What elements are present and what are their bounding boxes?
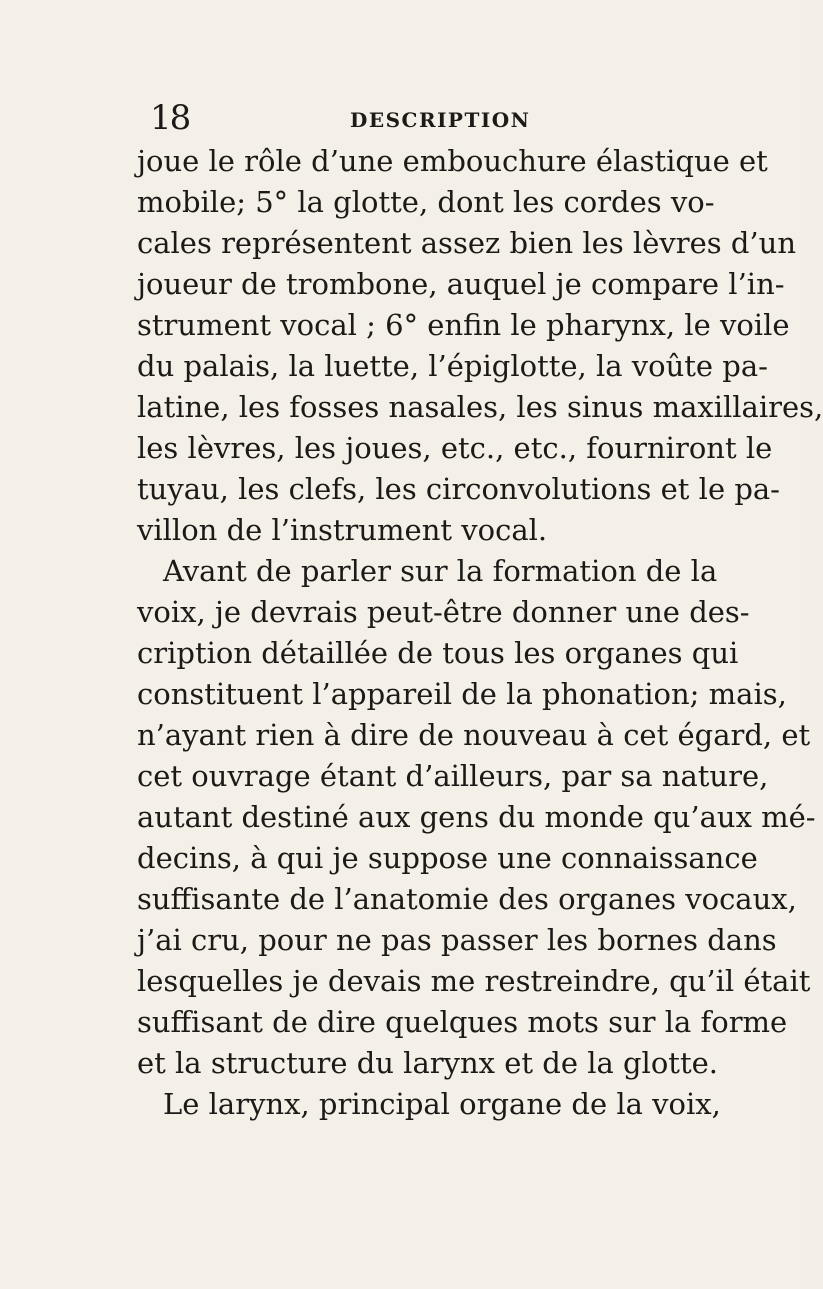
text-line: les lèvres, les joues, etc., etc., fourniront le	[137, 431, 773, 465]
text-line: joue le rôle d’une embouchure élastique et	[137, 144, 768, 178]
text-line: n’ayant rien à dire de nouveau à cet égard, et	[137, 718, 811, 752]
text-line: suffisante de l’anatomie des organes vocaux,	[137, 882, 797, 916]
text-line: Avant de parler sur la formation de la	[163, 554, 718, 588]
text-line: suffisant de dire quelques mots sur la forme	[137, 1005, 788, 1039]
text-line: villon de l’instrument vocal.	[137, 513, 548, 547]
body-text	[137, 141, 823, 1125]
text-line: decins, à qui je suppose une connaissance	[137, 841, 758, 875]
text-line: du palais, la luette, l’épiglotte, la voûte pa-	[137, 349, 768, 383]
text-line: voix, je devrais peut-être donner une des-	[137, 595, 750, 629]
text-line: cales représentent assez bien les lèvres d’un	[137, 226, 796, 260]
text-line: constituent l’appareil de la phonation; mais,	[137, 677, 787, 711]
text-line: latine, les fosses nasales, les sinus maxillaires,	[137, 390, 823, 424]
text-line: cription détaillée de tous les organes qui	[137, 636, 739, 670]
text-line: et la structure du larynx et de la glotte.	[137, 1046, 718, 1080]
text-line: joueur de trombone, auquel je compare l’in-	[137, 267, 785, 301]
text-line: Le larynx, principal organe de la voix,	[163, 1087, 721, 1121]
text-line: tuyau, les clefs, les circonvolutions et le pa-	[137, 472, 780, 506]
text-line: lesquelles je devais me restreindre, qu’il était	[137, 964, 811, 998]
text-line: j’ai cru, pour ne pas passer les bornes dans	[137, 923, 777, 957]
text-line: autant destiné aux gens du monde qu’aux mé-	[137, 800, 816, 834]
text-line: mobile; 5° la glotte, dont les cordes vo-	[137, 185, 715, 219]
text-line: cet ouvrage étant d’ailleurs, par sa nature,	[137, 759, 769, 793]
text-line: strument vocal ; 6° enfin le pharynx, le voile	[137, 308, 790, 342]
page-number: 18	[150, 98, 190, 138]
running-head	[0, 98, 800, 138]
running-title: DESCRIPTION	[350, 108, 531, 132]
